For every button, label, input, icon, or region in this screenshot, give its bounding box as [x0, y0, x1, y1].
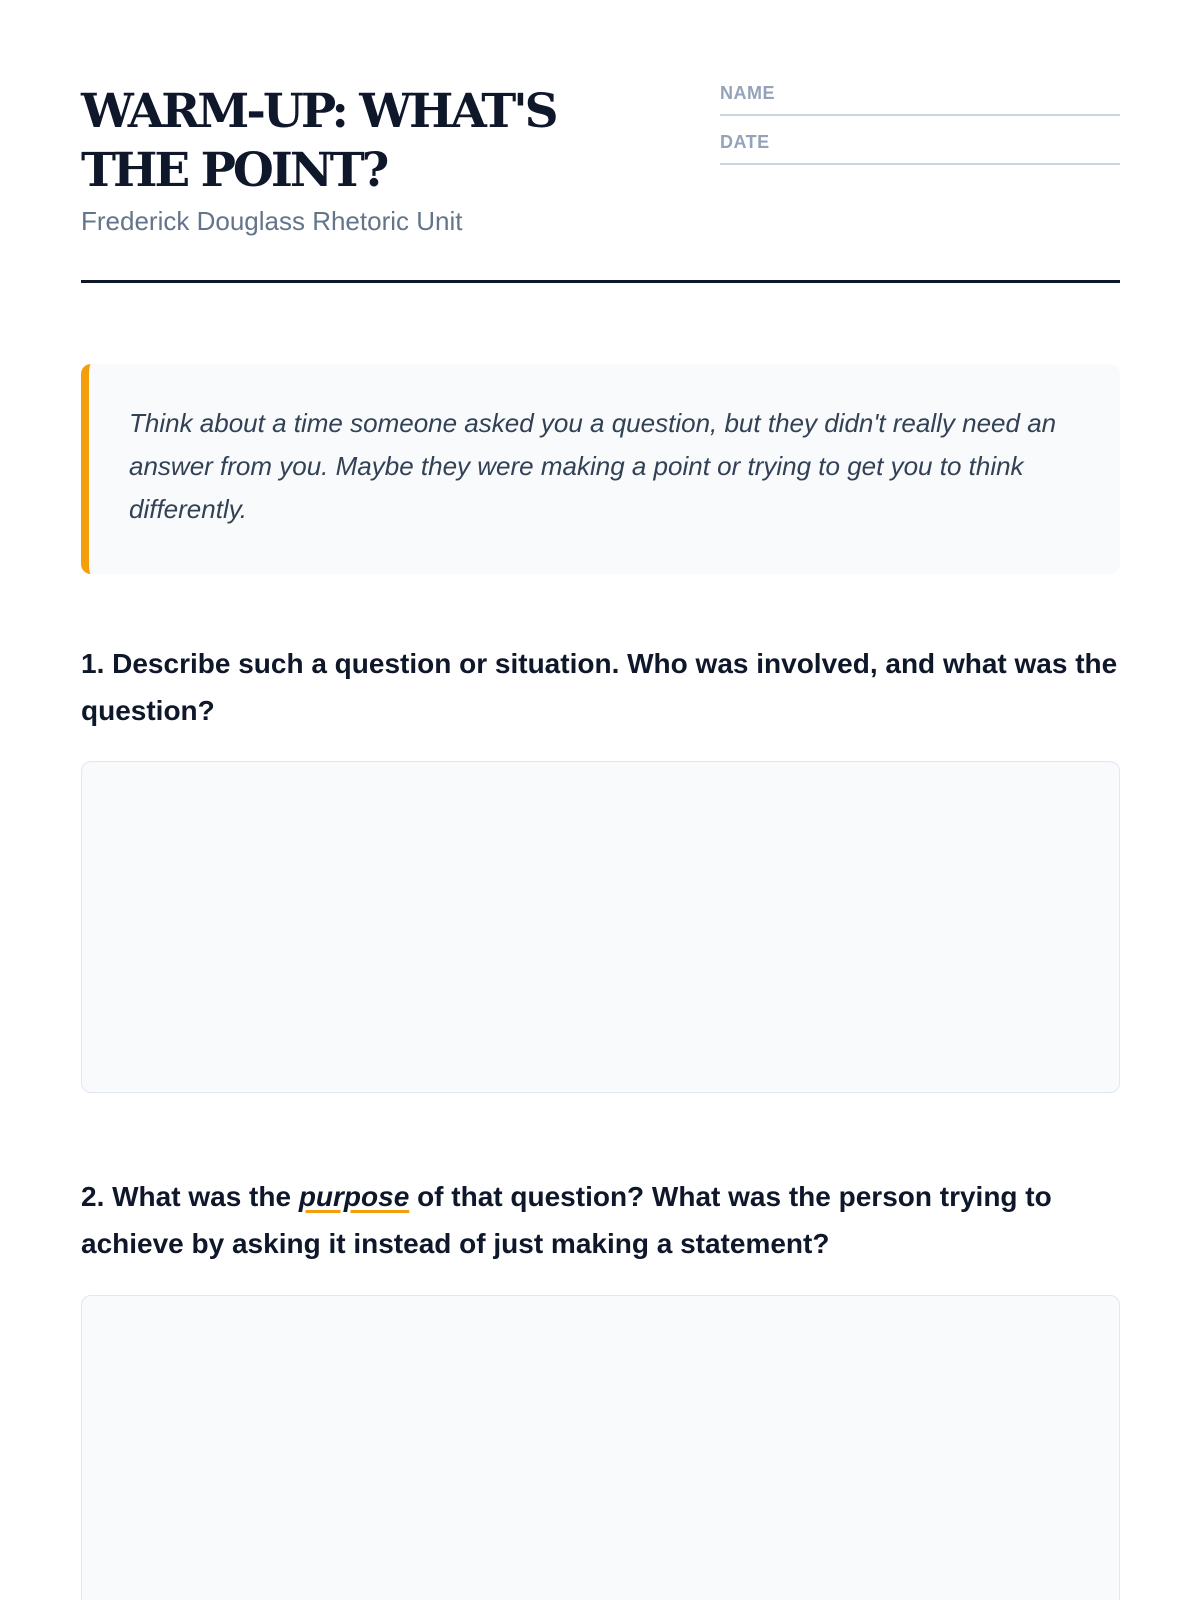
student-info — [720, 78, 1120, 176]
name-field[interactable] — [720, 78, 1120, 116]
date-label: DATE — [720, 132, 770, 152]
answer-box-2[interactable] — [81, 1295, 1120, 1600]
intro-callout — [81, 364, 1120, 574]
question-2-prefix: 2. What was the — [81, 1181, 299, 1212]
question-1: 1. Describe such a question or situation. Who was involved, and what was the question? — [81, 648, 1118, 726]
question-2-emphasis: purpose — [298, 1181, 410, 1212]
name-label: NAME — [720, 83, 775, 103]
question-2 — [81, 1173, 1120, 1267]
worksheet-header — [81, 0, 1120, 283]
intro-text: Think about a time someone asked you a question, but they didn't really need an answer from you. Maybe they were making a point or trying to get you to think differently. — [129, 408, 1057, 524]
question-2-suffix: of that question? What was the person trying to achieve by asking it instead of just making a statement? — [81, 1181, 1052, 1259]
date-field[interactable] — [720, 127, 1120, 165]
worksheet-page — [81, 0, 1120, 1600]
worksheet-title: WARM-UP: WHAT'S THE POINT? — [81, 84, 556, 198]
unit-subtitle: Frederick Douglass Rhetoric Unit — [81, 206, 463, 236]
answer-box-1[interactable] — [81, 761, 1120, 1093]
